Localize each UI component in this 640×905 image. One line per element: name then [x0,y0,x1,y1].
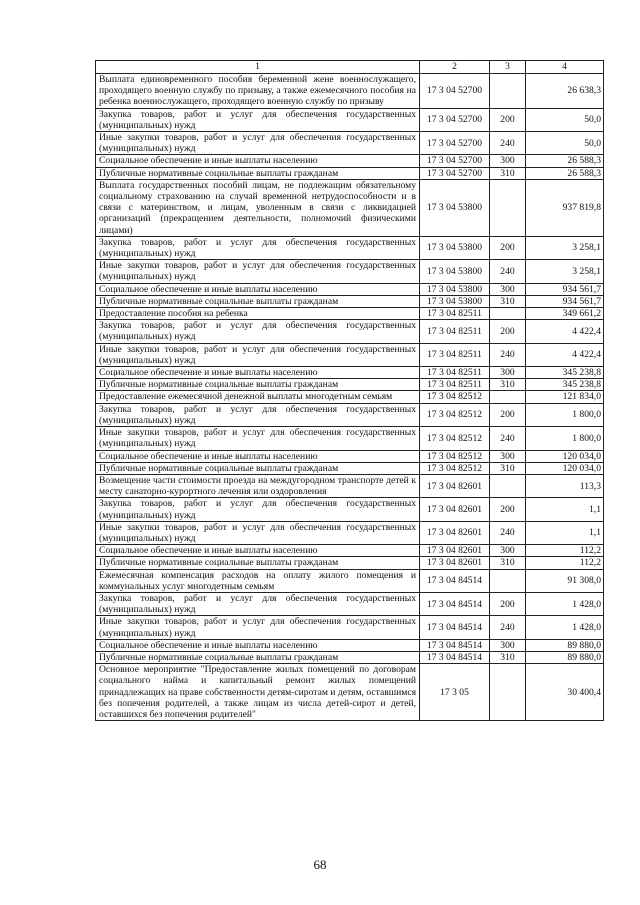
row-code-cell: 17 3 04 82601 [420,474,490,497]
row-code-cell: 17 3 04 52700 [420,155,490,167]
row-name-cell: Публичные нормативные социальные выплаты гражданам [96,295,420,307]
budget-table-sheet [95,60,603,721]
row-name-cell: Иные закупки товаров, работ и услуг для обеспечения государственных (муниципальных) нужд [96,260,420,283]
row-amount-cell: 113,3 [526,474,604,497]
row-code-cell: 17 3 04 53800 [420,236,490,259]
row-code-cell: 17 3 04 82512 [420,450,490,462]
row-amount-cell: 26 638,3 [526,74,604,109]
row-type-cell: 310 [490,295,526,307]
row-code-cell: 17 3 04 82601 [420,557,490,569]
row-amount-cell: 934 561,7 [526,283,604,295]
row-type-cell: 300 [490,283,526,295]
row-amount-cell: 1 428,0 [526,592,604,615]
row-code-cell: 17 3 04 84514 [420,651,490,663]
row-amount-cell: 50,0 [526,108,604,131]
row-name-cell: Выплата государственных пособий лицам, не подлежащим обязательному социальному страхованию на случай временной нетрудоспособности и в связи с материнством, и лицам, уволенным в связи с ликвидацией организаций (прекращением деятельности, полномочий физическими лицами) [96,179,420,236]
table-row [96,639,604,651]
row-type-cell [490,474,526,497]
row-amount-cell: 120 034,0 [526,450,604,462]
row-name-cell: Предоставление ежемесячной денежной выплаты многодетным семьям [96,391,420,403]
row-type-cell: 240 [490,427,526,450]
row-type-cell [490,391,526,403]
table-row [96,462,604,474]
row-code-cell: 17 3 04 84514 [420,592,490,615]
row-amount-cell: 345 238,8 [526,379,604,391]
table-row [96,74,604,109]
row-amount-cell: 50,0 [526,132,604,155]
table-row [96,108,604,131]
row-name-cell: Предоставление пособия на ребенка [96,308,420,320]
table-row [96,236,604,259]
table-row [96,283,604,295]
table-row [96,592,604,615]
row-name-cell: Закупка товаров, работ и услуг для обеспечения государственных (муниципальных) нужд [96,108,420,131]
row-amount-cell: 112,2 [526,545,604,557]
row-code-cell: 17 3 04 82512 [420,391,490,403]
row-amount-cell: 349 661,2 [526,308,604,320]
header-col-3: 3 [490,61,526,74]
row-code-cell: 17 3 04 82512 [420,427,490,450]
row-code-cell: 17 3 04 82511 [420,379,490,391]
row-name-cell: Иные закупки товаров, работ и услуг для обеспечения государственных (муниципальных) нужд [96,521,420,544]
row-code-cell: 17 3 05 [420,664,490,721]
row-amount-cell: 4 422,4 [526,320,604,343]
row-code-cell: 17 3 04 84514 [420,616,490,639]
row-name-cell: Социальное обеспечение и иные выплаты населению [96,367,420,379]
row-type-cell [490,74,526,109]
row-type-cell [490,664,526,721]
row-amount-cell: 1,1 [526,498,604,521]
row-name-cell: Основное мероприятие "Предоставление жилых помещений по договорам социального найма и капитальный ремонт жилых помещений принадлежащих на праве собственности детям-сиротам и детям, оставшимся без попечения родителей, а также лицам из числа детей-сирот и детей, оставшихся без попечения родителей" [96,664,420,721]
budget-table [95,60,604,721]
header-col-1: 1 [96,61,420,74]
row-code-cell: 17 3 04 82511 [420,343,490,366]
row-amount-cell: 934 561,7 [526,295,604,307]
table-row [96,155,604,167]
table-row [96,260,604,283]
table-row [96,367,604,379]
table-row [96,521,604,544]
table-row [96,569,604,592]
row-name-cell: Иные закупки товаров, работ и услуг для обеспечения государственных (муниципальных) нужд [96,616,420,639]
row-type-cell: 310 [490,651,526,663]
table-row [96,498,604,521]
row-name-cell: Социальное обеспечение и иные выплаты населению [96,283,420,295]
row-name-cell: Закупка товаров, работ и услуг для обеспечения государственных (муниципальных) нужд [96,498,420,521]
row-amount-cell: 89 880,0 [526,651,604,663]
table-row [96,343,604,366]
row-amount-cell: 26 588,3 [526,167,604,179]
row-type-cell: 300 [490,450,526,462]
row-name-cell: Иные закупки товаров, работ и услуг для обеспечения государственных (муниципальных) нужд [96,343,420,366]
row-amount-cell: 112,2 [526,557,604,569]
table-row [96,403,604,426]
table-row [96,167,604,179]
row-name-cell: Публичные нормативные социальные выплаты гражданам [96,651,420,663]
table-body [96,74,604,721]
row-type-cell: 240 [490,343,526,366]
row-type-cell: 200 [490,320,526,343]
row-code-cell: 17 3 04 82601 [420,545,490,557]
row-type-cell [490,308,526,320]
row-type-cell: 300 [490,639,526,651]
row-code-cell: 17 3 04 82511 [420,367,490,379]
table-row [96,557,604,569]
row-code-cell: 17 3 04 84514 [420,569,490,592]
header-col-2: 2 [420,61,490,74]
row-code-cell: 17 3 04 82511 [420,308,490,320]
row-amount-cell: 345 238,8 [526,367,604,379]
row-amount-cell: 1 800,0 [526,427,604,450]
row-name-cell: Социальное обеспечение и иные выплаты населению [96,545,420,557]
row-name-cell: Иные закупки товаров, работ и услуг для обеспечения государственных (муниципальных) нужд [96,427,420,450]
row-name-cell: Закупка товаров, работ и услуг для обеспечения государственных (муниципальных) нужд [96,236,420,259]
row-code-cell: 17 3 04 52700 [420,132,490,155]
table-row [96,295,604,307]
row-type-cell: 200 [490,498,526,521]
table-row [96,474,604,497]
row-name-cell: Социальное обеспечение и иные выплаты населению [96,155,420,167]
row-code-cell: 17 3 04 82512 [420,462,490,474]
row-code-cell: 17 3 04 82511 [420,320,490,343]
row-type-cell: 310 [490,462,526,474]
row-name-cell: Публичные нормативные социальные выплаты гражданам [96,379,420,391]
row-code-cell: 17 3 04 53800 [420,295,490,307]
row-amount-cell: 121 834,0 [526,391,604,403]
row-code-cell: 17 3 04 53800 [420,260,490,283]
table-row [96,427,604,450]
row-type-cell: 300 [490,545,526,557]
table-row [96,391,604,403]
row-type-cell: 300 [490,367,526,379]
row-amount-cell: 1 428,0 [526,616,604,639]
row-amount-cell: 89 880,0 [526,639,604,651]
row-name-cell: Публичные нормативные социальные выплаты гражданам [96,557,420,569]
row-amount-cell: 3 258,1 [526,236,604,259]
row-name-cell: Иные закупки товаров, работ и услуг для обеспечения государственных (муниципальных) нужд [96,132,420,155]
row-type-cell: 310 [490,557,526,569]
row-code-cell: 17 3 04 52700 [420,74,490,109]
row-amount-cell: 1 800,0 [526,403,604,426]
table-row [96,450,604,462]
row-type-cell: 310 [490,167,526,179]
row-amount-cell: 30 400,4 [526,664,604,721]
row-code-cell: 17 3 04 52700 [420,108,490,131]
row-name-cell: Социальное обеспечение и иные выплаты населению [96,450,420,462]
table-row [96,308,604,320]
row-code-cell: 17 3 04 82601 [420,498,490,521]
row-code-cell: 17 3 04 82601 [420,521,490,544]
table-row [96,651,604,663]
row-code-cell: 17 3 04 52700 [420,167,490,179]
table-row [96,132,604,155]
table-row [96,616,604,639]
row-type-cell: 240 [490,260,526,283]
row-amount-cell: 3 258,1 [526,260,604,283]
table-row [96,320,604,343]
row-name-cell: Ежемесячная компенсация расходов на оплату жилого помещения и коммунальных услуг многодетным семьям [96,569,420,592]
row-type-cell [490,569,526,592]
row-type-cell: 200 [490,403,526,426]
row-amount-cell: 937 819,8 [526,179,604,236]
row-name-cell: Закупка товаров, работ и услуг для обеспечения государственных (муниципальных) нужд [96,592,420,615]
row-type-cell: 200 [490,592,526,615]
row-name-cell: Публичные нормативные социальные выплаты гражданам [96,462,420,474]
row-code-cell: 17 3 04 53800 [420,283,490,295]
row-type-cell: 200 [490,108,526,131]
row-code-cell: 17 3 04 53800 [420,179,490,236]
row-name-cell: Публичные нормативные социальные выплаты гражданам [96,167,420,179]
row-amount-cell: 120 034,0 [526,462,604,474]
row-code-cell: 17 3 04 84514 [420,639,490,651]
row-type-cell: 240 [490,521,526,544]
row-type-cell: 310 [490,379,526,391]
row-name-cell: Закупка товаров, работ и услуг для обеспечения государственных (муниципальных) нужд [96,403,420,426]
row-type-cell: 240 [490,132,526,155]
table-row [96,664,604,721]
table-row [96,179,604,236]
header-col-4: 4 [526,61,604,74]
row-name-cell: Возмещение части стоимости проезда на междугородном транспорте детей к месту санаторно-курортного лечения или оздоровления [96,474,420,497]
row-amount-cell: 1,1 [526,521,604,544]
page-number: 68 [313,857,327,872]
row-type-cell: 300 [490,155,526,167]
table-row [96,545,604,557]
row-type-cell: 200 [490,236,526,259]
row-amount-cell: 4 422,4 [526,343,604,366]
row-amount-cell: 91 308,0 [526,569,604,592]
row-name-cell: Социальное обеспечение и иные выплаты населению [96,639,420,651]
row-type-cell [490,179,526,236]
row-name-cell: Выплата единовременного пособия беременной жене военнослужащего, проходящего военную службу по призыву, а также ежемесячного пособия на ребенка военнослужащего, проходящего военную службу по призыву [96,74,420,109]
row-amount-cell: 26 588,3 [526,155,604,167]
table-row [96,379,604,391]
row-type-cell: 240 [490,616,526,639]
row-name-cell: Закупка товаров, работ и услуг для обеспечения государственных (муниципальных) нужд [96,320,420,343]
table-header-row [96,61,604,74]
row-code-cell: 17 3 04 82512 [420,403,490,426]
